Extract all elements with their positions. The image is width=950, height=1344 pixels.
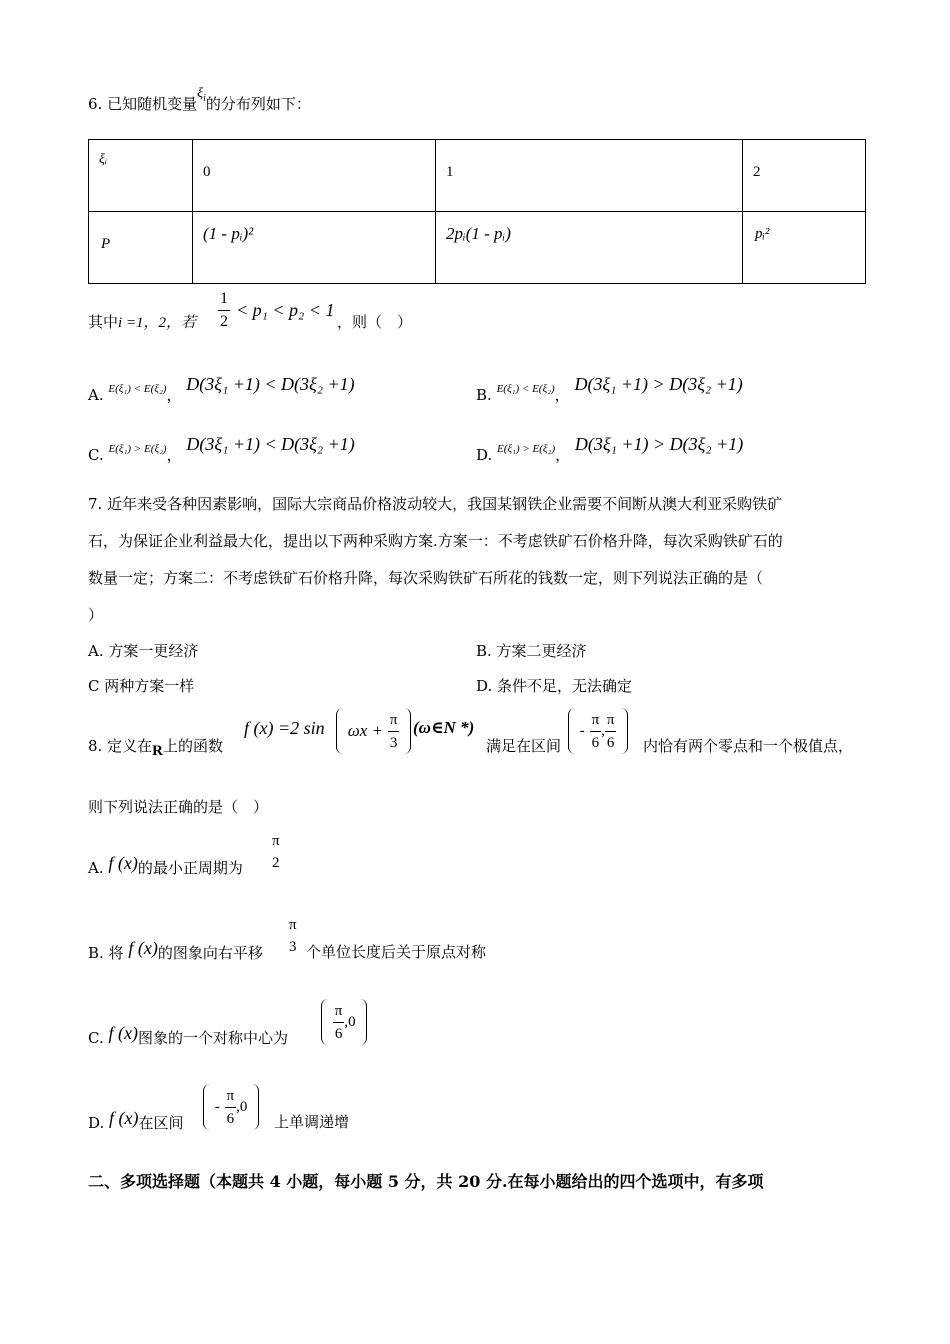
table-row-label: P bbox=[101, 236, 111, 252]
q6-option-a[interactable]: A. $^{E(\xi_1) < E(\xi_2)}$， D(3ξ₁ +1) < D(3ξ₂ +1) bbox=[88, 374, 355, 404]
table-cell-p2: pᵢ² bbox=[755, 226, 770, 242]
q8-option-d-tail: 上单调递增 bbox=[274, 1113, 350, 1131]
q8-stem-line-2: 则下列说法正确的是（ ） bbox=[88, 798, 269, 816]
q8-option-a-fraction: π 2 bbox=[272, 833, 280, 871]
q8-option-d-interval: - $\frac{\pi}{6}$ ,0 bbox=[203, 1084, 259, 1136]
q7-option-a[interactable]: A. 方案一更经济 bbox=[88, 642, 199, 660]
q7-option-c[interactable]: C 两种方案一样 bbox=[88, 677, 195, 695]
q7-line-1: 7. 近年来受各种因素影响，国际大宗商品价格波动较大，我国某钢铁企业需要不间断从澳大利亚采购铁矿 bbox=[88, 495, 783, 513]
xi-symbol: $\xi_i$ bbox=[197, 86, 206, 104]
q8-omega-condition: (ω∈N *) bbox=[413, 718, 475, 737]
table-cell-p0: (1 - pᵢ)² bbox=[203, 224, 254, 243]
q8-option-b[interactable]: B. 将 f (x)的图象向右平移 bbox=[88, 938, 263, 962]
q7-option-d[interactable]: D. 条件不足，无法确定 bbox=[476, 677, 633, 695]
distribution-table bbox=[88, 139, 866, 284]
q7-option-b[interactable]: B. 方案二更经济 bbox=[476, 642, 587, 660]
q8-option-a[interactable]: A. f (x)的最小正周期为 bbox=[88, 853, 243, 877]
q6-option-c[interactable]: C. $^{E(\xi_1) > E(\xi_2)}$， D(3ξ₁ +1) < D(3ξ₂ +1) bbox=[88, 434, 355, 464]
q8-function: f (x) =2 sin bbox=[244, 718, 325, 738]
q6-option-d[interactable]: D. $^{E(\xi_1) > E(\xi_2)}$， D(3ξ₁ +1) > D(3ξ₂ +1) bbox=[476, 434, 744, 464]
q8-stem-start: 8. 定义在R上的函数 bbox=[88, 737, 223, 759]
table-header-2: 2 bbox=[753, 164, 761, 180]
q6-intro: 6. 已知随机变量$\xi_i$的分布列如下： bbox=[88, 86, 311, 113]
q8-option-c[interactable]: C. f (x)图象的一个对称中心为 bbox=[88, 1023, 288, 1047]
q8-stem-end: 内恰有两个零点和一个极值点， bbox=[643, 737, 854, 755]
q6-tail: ，则（ ） bbox=[337, 313, 413, 331]
q7-line-2: 石，为保证企业利益最大化，提出以下两种采购方案.方案一：不考虑铁矿石价格升降，每次采购铁矿石的 bbox=[88, 532, 783, 550]
q7-line-4: ） bbox=[88, 606, 104, 624]
q8-interval: - $\frac{\pi}{6}$ , $\frac{\pi}{6}$ bbox=[568, 708, 628, 760]
q8-function-arg: ωx + $\frac{\pi}{3}$ bbox=[336, 708, 411, 760]
q8-option-d[interactable]: D. f (x)在区间 bbox=[88, 1108, 184, 1132]
table-row bbox=[89, 212, 866, 284]
section-2-heading: 二、多项选择题（本题共 4 小题，每小题 5 分，共 20 分.在每小题给出的四个选项中，有多项 bbox=[88, 1172, 764, 1191]
q7-line-3: 数量一定；方案二：不考虑铁矿石价格升降，每次采购铁矿石所花的钱数一定，则下列说法正确的是（ bbox=[88, 569, 764, 587]
q6-half-fraction: $\frac{1}{2}$ bbox=[220, 290, 228, 330]
table-cell-p1: 2pᵢ(1 - pᵢ) bbox=[446, 224, 511, 243]
q8-stem-interval-label: 满足在区间 bbox=[486, 737, 562, 755]
q6-option-b[interactable]: B. $^{E(\xi_1) < E(\xi_2)}$， D(3ξ₁ +1) > D(3ξ₂ +1) bbox=[476, 374, 743, 404]
q6-inequality: < p₁ < p₂ < 1 bbox=[236, 300, 335, 320]
table-header-xi: ξᵢ bbox=[99, 152, 108, 167]
table-header-1: 1 bbox=[446, 164, 454, 180]
table-header-0: 0 bbox=[203, 164, 211, 180]
q8-option-c-point: $\frac{\pi}{6}$ ,0 bbox=[321, 999, 367, 1051]
table-row bbox=[89, 140, 866, 212]
q8-option-b-fraction: π 3 bbox=[289, 917, 297, 955]
q8-option-b-tail: 个单位长度后关于原点对称 bbox=[306, 943, 487, 961]
q6-condition: 其中i =1，2，若 bbox=[88, 313, 197, 331]
